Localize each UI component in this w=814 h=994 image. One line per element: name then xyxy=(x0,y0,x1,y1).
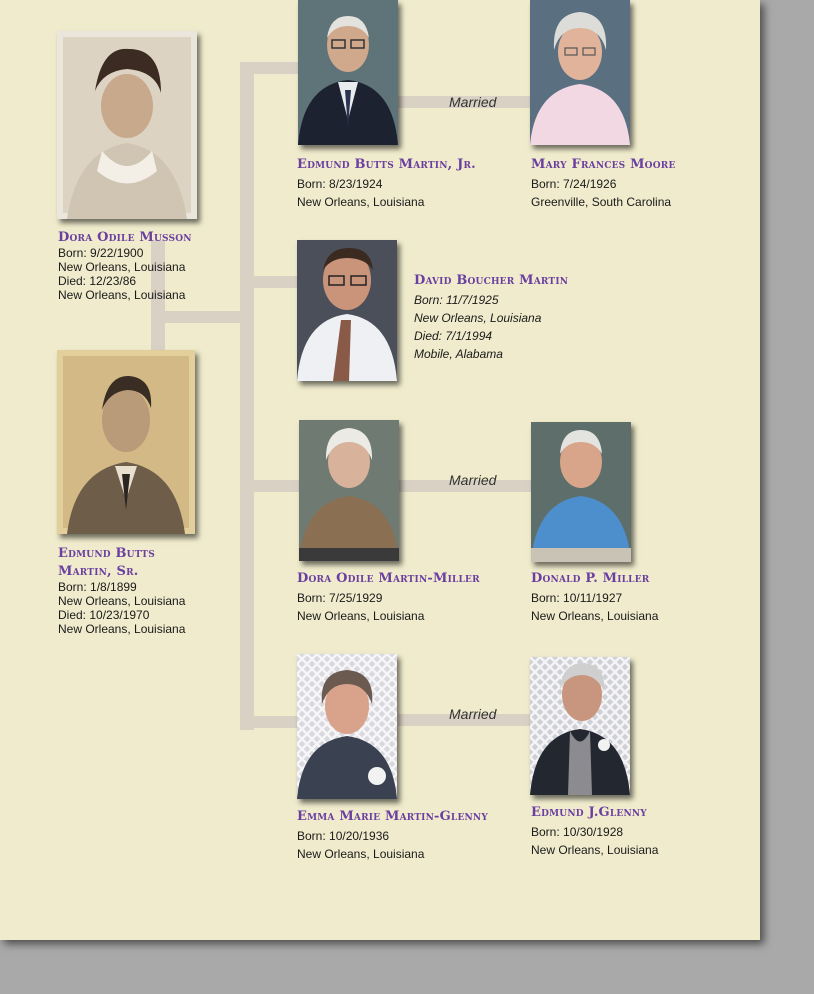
portrait-edmund-butts-martin-jr xyxy=(298,0,398,145)
portrait-edmund-j-glenny xyxy=(530,657,630,795)
born-place: Greenville, South Carolina xyxy=(531,195,672,209)
portrait-david-boucher-martin xyxy=(297,240,397,381)
portrait-edmund-butts-martin-sr xyxy=(57,350,195,534)
died-place: New Orleans, Louisiana xyxy=(58,622,186,636)
married-label-1: Married xyxy=(449,94,497,110)
born-date: Born: 11/7/1925 xyxy=(414,293,499,307)
connector-children-trunk xyxy=(240,62,254,730)
person-info-emma-marie-martin-glenny xyxy=(297,827,424,863)
person-info-dora-odile-musson xyxy=(58,246,185,302)
person-name-mary-frances-moore: Mary Frances Moore xyxy=(531,157,676,172)
connector-child-4 xyxy=(240,716,300,728)
portrait-dora-odile-martin-miller xyxy=(299,420,399,561)
connector-child-3 xyxy=(240,480,300,492)
died-date: Died: 10/23/1970 xyxy=(58,608,150,622)
portrait-donald-p-miller xyxy=(531,422,631,562)
person-info-donald-p-miller xyxy=(531,589,658,625)
married-label-3: Married xyxy=(449,706,497,722)
born-date: Born: 1/8/1899 xyxy=(58,580,137,594)
connector-child-1 xyxy=(240,62,300,74)
connector-parents-horizontal xyxy=(151,311,251,323)
person-info-edmund-butts-martin-sr xyxy=(58,580,185,636)
person-name-edmund-butts-martin-sr xyxy=(58,545,155,581)
born-place: New Orleans, Louisiana xyxy=(58,260,186,274)
person-info-edmund-j-glenny xyxy=(531,823,658,859)
died-date: Died: 12/23/86 xyxy=(58,274,137,288)
died-place: New Orleans, Louisiana xyxy=(58,288,186,302)
portrait-mary-frances-moore xyxy=(530,0,630,145)
born-date: Born: 10/11/1927 xyxy=(531,591,623,605)
born-place: New Orleans, Louisiana xyxy=(531,609,659,623)
name-line-1: Edmund Butts xyxy=(58,546,155,561)
portrait-emma-marie-martin-glenny xyxy=(297,654,397,799)
person-name-donald-p-miller: Donald P. Miller xyxy=(531,571,650,586)
person-name-edmund-butts-martin-jr: Edmund Butts Martin, Jr. xyxy=(297,157,476,172)
born-place: New Orleans, Louisiana xyxy=(297,195,425,209)
person-info-edmund-butts-martin-jr xyxy=(297,175,424,211)
person-name-dora-odile-musson: Dora Odile Musson xyxy=(58,230,192,245)
born-date: Born: 10/30/1928 xyxy=(531,825,624,839)
person-name-edmund-j-glenny: Edmund J.Glenny xyxy=(531,805,647,820)
person-info-david-boucher-martin xyxy=(414,291,541,363)
born-place: New Orleans, Louisiana xyxy=(414,311,542,325)
portrait-dora-odile-musson xyxy=(57,31,197,219)
person-name-emma-marie-martin-glenny: Emma Marie Martin-Glenny xyxy=(297,809,488,824)
born-place: New Orleans, Louisiana xyxy=(297,609,425,623)
born-place: New Orleans, Louisiana xyxy=(297,847,425,861)
born-date: Born: 7/24/1926 xyxy=(531,177,617,191)
connector-child-2 xyxy=(240,276,300,288)
born-date: Born: 10/20/1936 xyxy=(297,829,390,843)
born-place: New Orleans, Louisiana xyxy=(58,594,186,608)
born-date: Born: 7/25/1929 xyxy=(297,591,383,605)
person-name-david-boucher-martin: David Boucher Martin xyxy=(414,273,569,288)
born-date: Born: 9/22/1900 xyxy=(58,246,144,260)
person-name-dora-odile-martin-miller: Dora Odile Martin-Miller xyxy=(297,571,480,586)
died-date: Died: 7/1/1994 xyxy=(414,329,493,343)
died-place: Mobile, Alabama xyxy=(414,347,503,361)
person-info-mary-frances-moore xyxy=(531,175,671,211)
married-label-2: Married xyxy=(449,472,497,488)
born-date: Born: 8/23/1924 xyxy=(297,177,383,191)
born-place: New Orleans, Louisiana xyxy=(531,843,659,857)
person-info-dora-odile-martin-miller xyxy=(297,589,424,625)
name-line-2: Martin, Sr. xyxy=(58,564,139,579)
